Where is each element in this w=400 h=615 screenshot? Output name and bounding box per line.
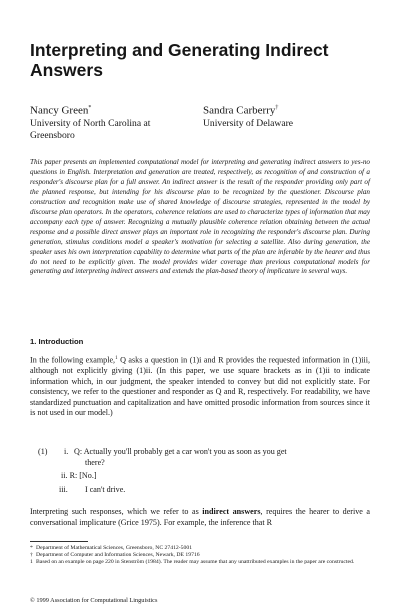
example-line: iii. I can't drive.: [59, 485, 126, 494]
author-name: Sandra Carberry†: [203, 104, 279, 117]
section-heading-introduction: 1. Introduction: [30, 337, 84, 346]
author-footnote-mark: *: [88, 105, 92, 111]
author-name: Nancy Green*: [30, 104, 92, 117]
body-paragraph: Interpreting such responses, which we refer to as indirect answers, requires the hearer to derive a conversational implicature (Grice 1975). For example, the inference that R: [30, 507, 370, 527]
author-footnote-mark: †: [275, 105, 279, 111]
example-line: i. Q: Actually you'll probably get a car won't you as soon as you get: [64, 447, 287, 456]
footnote: * Department of Mathematical Sciences, Greensboro, NC 27412-5001: [30, 545, 193, 551]
abstract: This paper presents an implemented computational model for interpreting and generating indirect answers to yes-no questions in English. Interpretation and generation are treated, respectively, as recognition of and construction of a responder's discourse plan for a full answer. An indirect answer is the result of the responder providing only part of the planned response, but intending for his discourse plan to be recognized by the questioner. Discourse plan construction and recognition make use of shared knowledge of discourse strategies, represented in the model by discourse plan operators. In the operators, coherence relations are used to characterize types of information that may accompany each type of answer. Recognizing a mutually plausible coherence relation obtaining between the actual response and a possible direct answer plays an important role in recognizing the responder's discourse plan. During generation, stimulus conditions model a speaker's motivation for selecting a satellite. Also during generation, the speaker uses his own interpretation capability to determine what parts of the plan are inferable by the hearer and thus do not need to be explicitly given. The model provides wider coverage than previous computational models for generating and interpreting indirect answers and extends the plan-based theory of implicature in several ways.: [30, 158, 370, 276]
author-block-1: [30, 102, 190, 142]
example-line: there?: [85, 457, 105, 467]
example-line: ii. R: [No.]: [61, 471, 97, 480]
footnote-reference: 1: [115, 356, 118, 361]
author-affiliation: University of North Carolina at Greensboro: [30, 117, 151, 141]
footnote: 1 Based on an example on page 220 in Stenström (1984). The reader may assume that any unattributed examples in the paper are constructed.: [30, 559, 355, 565]
intro-paragraph: In the following example,$^1$ Q asks a question in (1)i and R provides the requested information in (1)iii, although not explicitly giving (1)ii. (In this paper, we use square brackets as in (1)ii to indicate information which, in our judgment, the speaker intended to convey but did not explicitly state. For consistency, we refer to the questioner and responder as Q and R, respectively. For readability, we have standardized punctuation and capitalization and have omitted prosodic information from sources since it is not used in our model.): [30, 355, 370, 418]
author-affiliation: University of Delaware: [203, 117, 294, 129]
author-block-2: [203, 102, 373, 130]
paper-title: Interpreting and Generating Indirect Answers: [30, 40, 329, 80]
example-number: (1): [38, 447, 48, 456]
footnote: † Department of Computer and Information Sciences, Newark, DE 19716: [30, 552, 200, 558]
footnotes: [30, 545, 370, 566]
key-term: indirect answers: [202, 507, 261, 516]
footnote-divider: [30, 541, 88, 542]
copyright-notice: © 1999 Association for Computational Linguistics: [30, 597, 158, 604]
